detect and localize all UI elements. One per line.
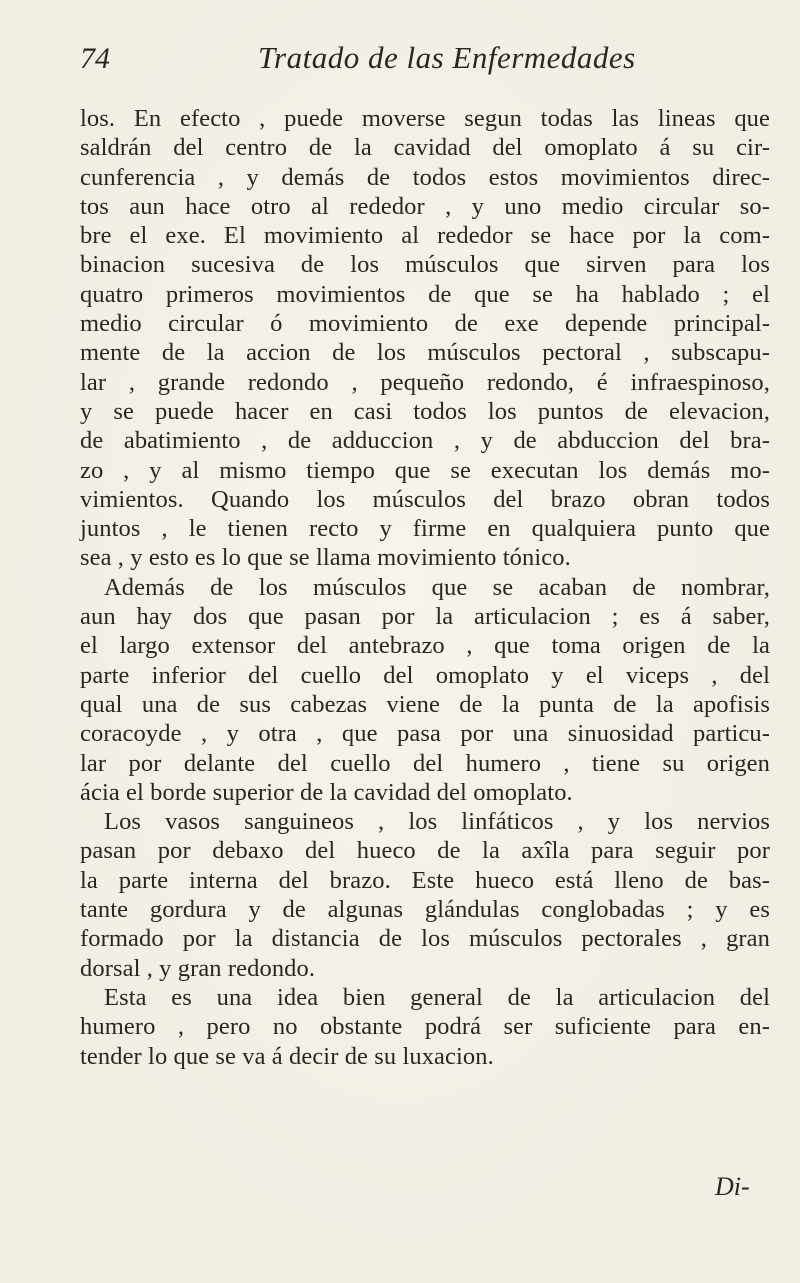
paragraph-first-line: Esta es una idea bien general de la articulacion del [104, 983, 770, 1011]
text-line: aun hay dos que pasan por la articulacion ; es á saber, [80, 603, 770, 631]
text-line: vimientos. Quando los músculos del brazo obran todos [80, 485, 770, 513]
text-line: tos aun hace otro al rededor , y uno medio circular so- [80, 192, 770, 220]
text-line: qual una de sus cabezas viene de la punta de la apofisis [80, 690, 770, 718]
text-line: y se puede hacer en casi todos los puntos de elevacion, [80, 397, 770, 425]
paragraph-first-line: Los vasos sanguineos , los linfáticos , y los nervios [104, 808, 770, 836]
text-line: sea , y esto es lo que se llama movimiento tónico. [80, 544, 571, 572]
text-line: binacion sucesiva de los músculos que sirven para los [80, 251, 770, 279]
text-line: formado por la distancia de los músculos pectorales , gran [80, 925, 770, 953]
text-line: saldrán del centro de la cavidad del omoplato á su cir- [80, 134, 770, 162]
page-number: 74 [80, 42, 110, 75]
text-line: tender lo que se va á decir de su luxacion. [80, 1042, 494, 1070]
text-line: lar , grande redondo , pequeño redondo, é infraespinoso, [80, 368, 770, 396]
text-line: humero , pero no obstante podrá ser suficiente para en- [80, 1013, 770, 1041]
text-line: lar por delante del cuello del humero , tiene su origen [80, 749, 770, 777]
text-line: ácia el borde superior de la cavidad del omoplato. [80, 778, 573, 806]
text-line: tante gordura y de algunas glándulas conglobadas ; y es [80, 896, 770, 924]
text-line: dorsal , y gran redondo. [80, 954, 316, 982]
text-line: los. En efecto , puede moverse segun todas las lineas que [80, 105, 770, 132]
text-line: pasan por debaxo del hueco de la axîla para seguir por [80, 837, 770, 865]
text-line: zo , y al mismo tiempo que se executan los demás mo- [80, 456, 770, 484]
text-line: de abatimiento , de adduccion , y de abduccion del bra- [80, 427, 770, 455]
paragraph-first-line: Además de los músculos que se acaban de nombrar, [104, 573, 770, 601]
text-line: bre el exe. El movimiento al rededor se hace por la com- [80, 222, 770, 250]
text-line: quatro primeros movimientos de que se ha hablado ; el [80, 280, 770, 308]
running-title: Tratado de las Enfermedades [258, 40, 636, 75]
text-line: medio circular ó movimiento de exe depende principal- [80, 310, 770, 338]
text-line: la parte interna del brazo. Este hueco está lleno de bas- [80, 866, 770, 894]
page-header [80, 36, 730, 86]
text-line: coracoyde , y otra , que pasa por una sinuosidad particu- [80, 720, 770, 748]
text-line: mente de la accion de los músculos pectoral , subscapu- [80, 339, 770, 367]
text-line: juntos , le tienen recto y firme en qualquiera punto que [80, 515, 770, 543]
text-line: el largo extensor del antebrazo , que toma origen de la [80, 632, 770, 660]
catchword: Di- [715, 1172, 750, 1201]
text-line: parte inferior del cuello del omoplato y el viceps , del [80, 661, 770, 689]
text-line: cunferencia , y demás de todos estos movimientos direc- [80, 163, 770, 191]
body-text [80, 104, 770, 1071]
